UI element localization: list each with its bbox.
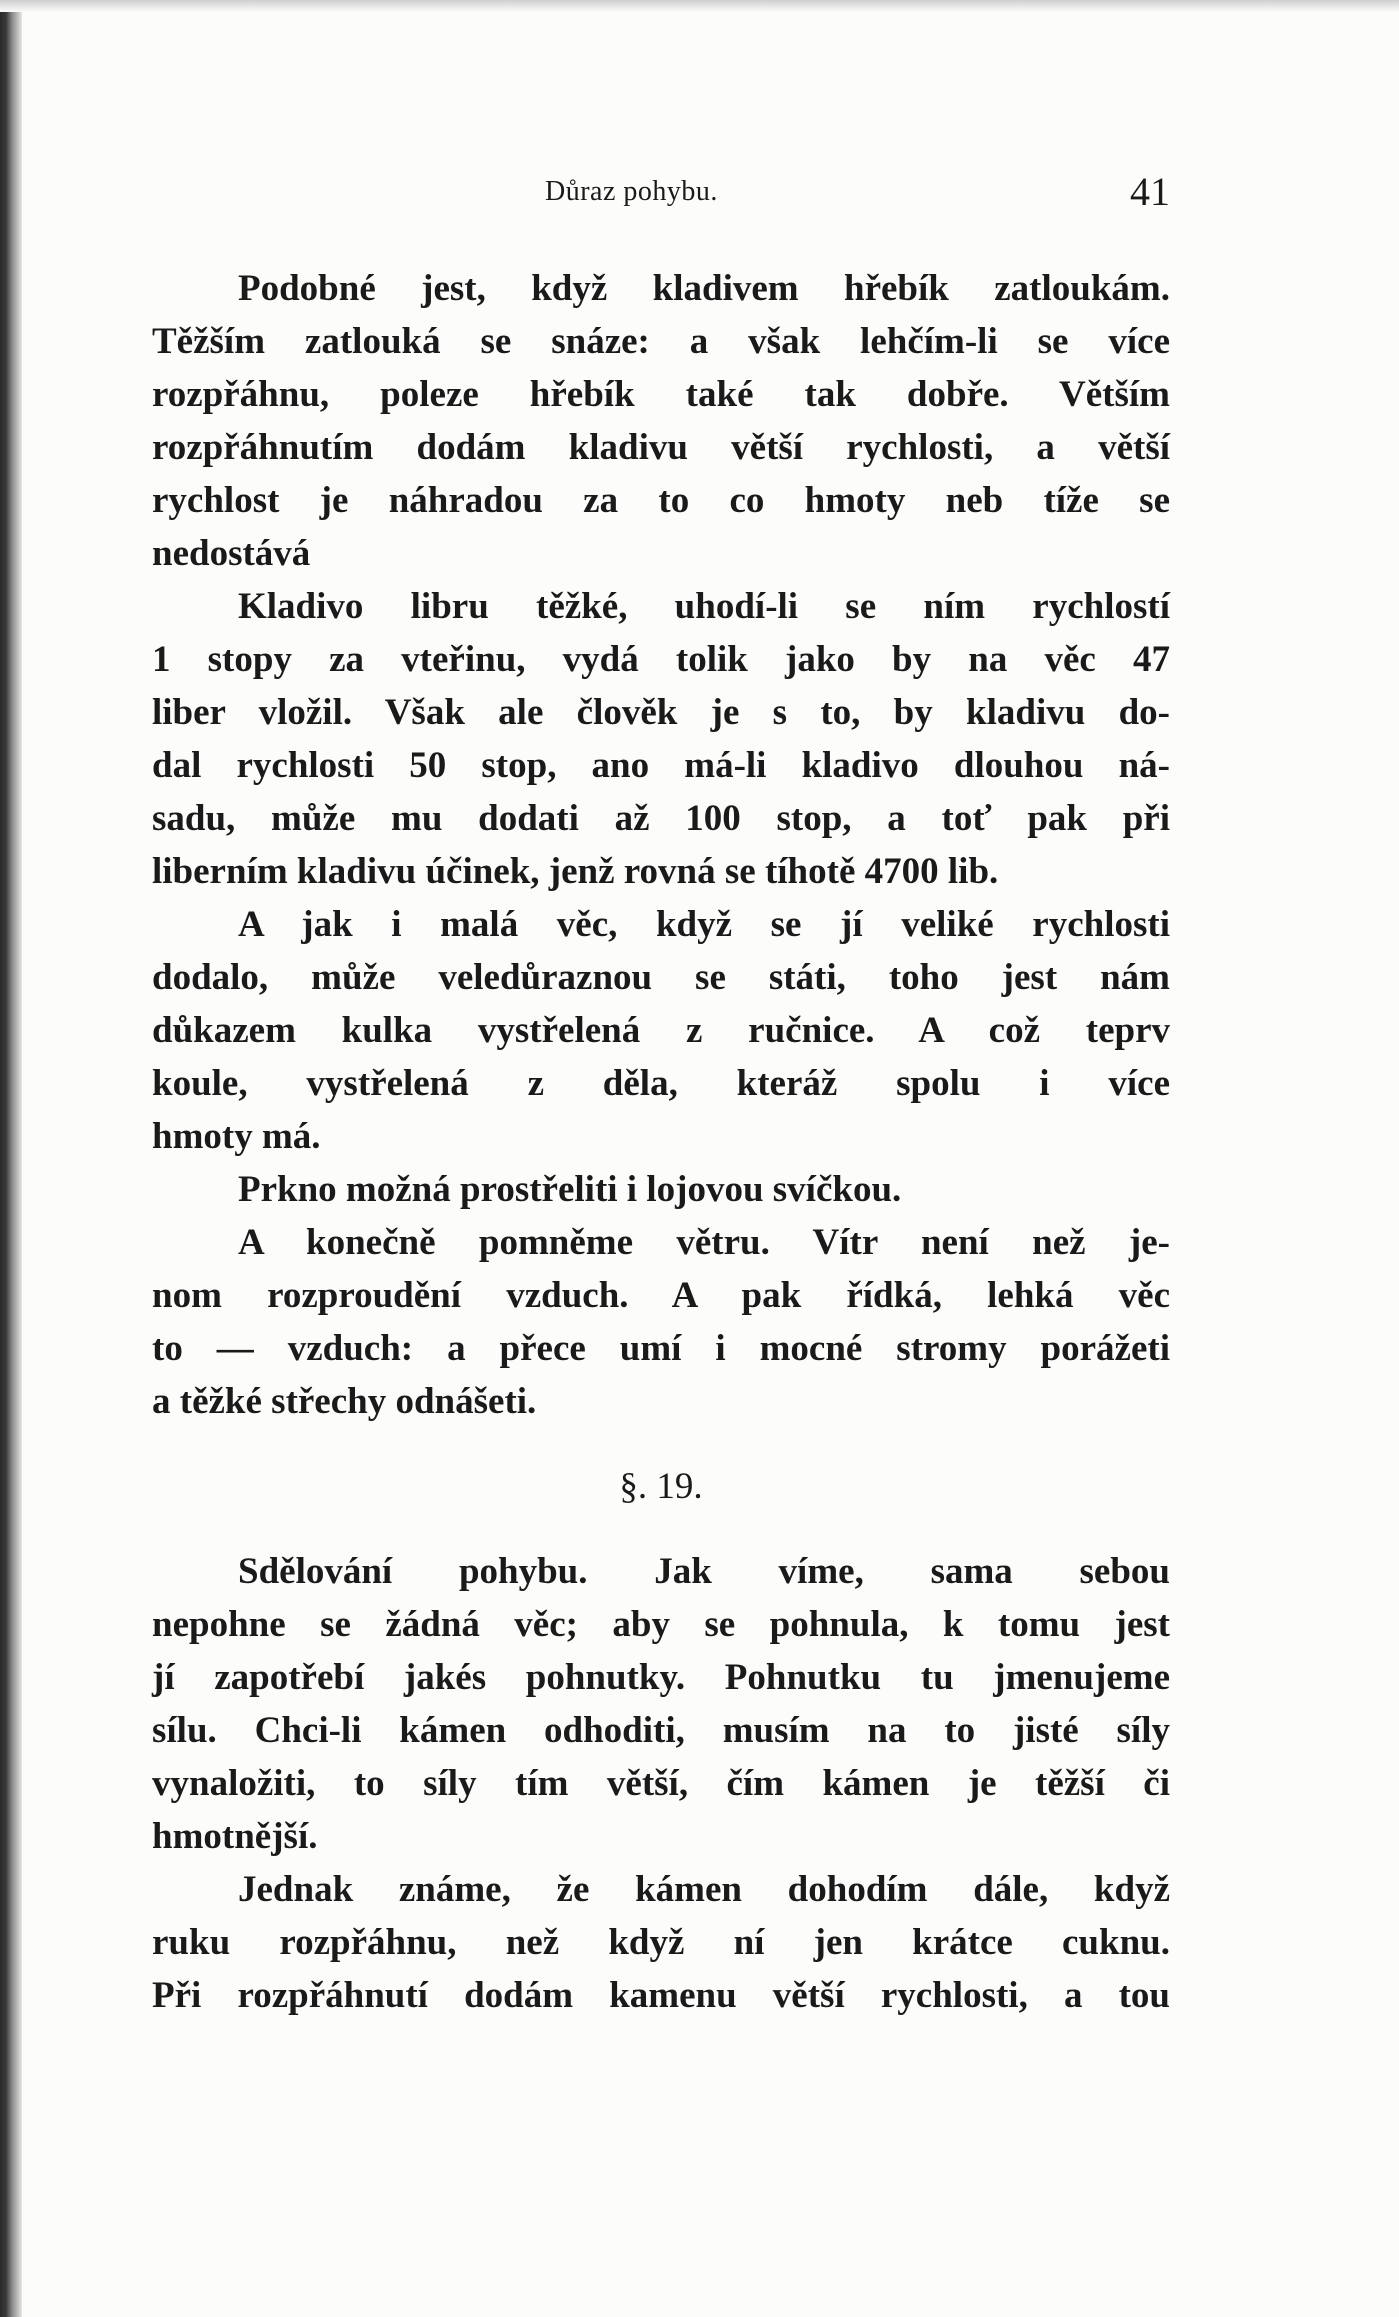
text-line: Kladivo libru těžké, uhodí-li se ním rychlostí	[238, 586, 1170, 627]
text-line: rozpřáhnu, poleze hřebík také tak dobře. Větším	[152, 374, 1170, 415]
text-line: nepohne se žádná věc; aby se pohnula, k tomu jest	[152, 1604, 1170, 1645]
text-line: jí zapotřebí jakés pohnutky. Pohnutku tu jmenujeme	[152, 1657, 1170, 1698]
text-line: rychlost je náhradou za to co hmoty neb tíže se	[152, 480, 1170, 521]
text-line: a těžké střechy odnášeti.	[152, 1381, 537, 1422]
text-line: důkazem kulka vystřelená z ručnice. A což teprv	[152, 1010, 1170, 1051]
text-line: dodalo, může veledůraznou se státi, toho jest nám	[152, 957, 1170, 998]
text-line: Sdělování pohybu. Jak víme, sama sebou	[238, 1551, 1170, 1592]
section-gap	[152, 1513, 1170, 1545]
page-number: 41	[1130, 169, 1170, 214]
text-line: liber vložil. Však ale člověk je s to, by kladivu do-	[152, 692, 1170, 733]
text-line: Při rozpřáhnutí dodám kamenu větší rychlosti, a tou	[152, 1975, 1170, 2016]
text-line: to — vzduch: a přece umí i mocné stromy porážeti	[152, 1328, 1170, 1369]
text-line: Těžším zatlouká se snáze: a však lehčím-li se více	[152, 321, 1170, 362]
text-line: rozpřáhnutím dodám kladivu větší rychlosti, a větší	[152, 427, 1170, 468]
text-line: Podobné jest, když kladivem hřebík zatloukám.	[238, 268, 1170, 309]
text-line: sadu, může mu dodati až 100 stop, a toť pak při	[152, 798, 1170, 839]
text-line: sílu. Chci-li kámen odhoditi, musím na to jisté síly	[152, 1710, 1170, 1751]
body-text	[152, 262, 1170, 2022]
running-head: Důraz pohybu.	[545, 176, 718, 207]
page-top-edge	[0, 0, 1399, 12]
page-binding-edge	[0, 0, 22, 2317]
page-header	[152, 168, 1170, 228]
text-line: koule, vystřelená z děla, kteráž spolu i více	[152, 1063, 1170, 1104]
text-line: A jak i malá věc, když se jí veliké rychlosti	[238, 904, 1170, 945]
text-line: dal rychlosti 50 stop, ano má-li kladivo dlouhou ná-	[152, 745, 1170, 786]
text-line: nom rozproudění vzduch. A pak řídká, lehká věc	[152, 1275, 1170, 1316]
text-line: vynaložiti, to síly tím větší, čím kámen je těžší či	[152, 1763, 1170, 1804]
text-line: liberním kladivu účinek, jenž rovná se tíhotě 4700 lib.	[152, 851, 999, 892]
section-number: §. 19.	[619, 1466, 703, 1507]
text-line: A konečně pomněme větru. Vítr není než je-	[238, 1222, 1170, 1263]
text-line: Prkno možná prostřeliti i lojovou svíčkou.	[238, 1169, 902, 1210]
text-line: hmotnější.	[152, 1816, 318, 1857]
section-gap	[152, 1428, 1170, 1460]
text-line: ruku rozpřáhnu, než když ní jen krátce cuknu.	[152, 1922, 1170, 1963]
text-line: 1 stopy za vteřinu, vydá tolik jako by na věc 47	[152, 639, 1170, 680]
text-line: nedostává	[152, 533, 311, 574]
text-line: Jednak známe, že kámen dohodím dále, když	[238, 1869, 1170, 1910]
text-line: hmoty má.	[152, 1116, 321, 1157]
